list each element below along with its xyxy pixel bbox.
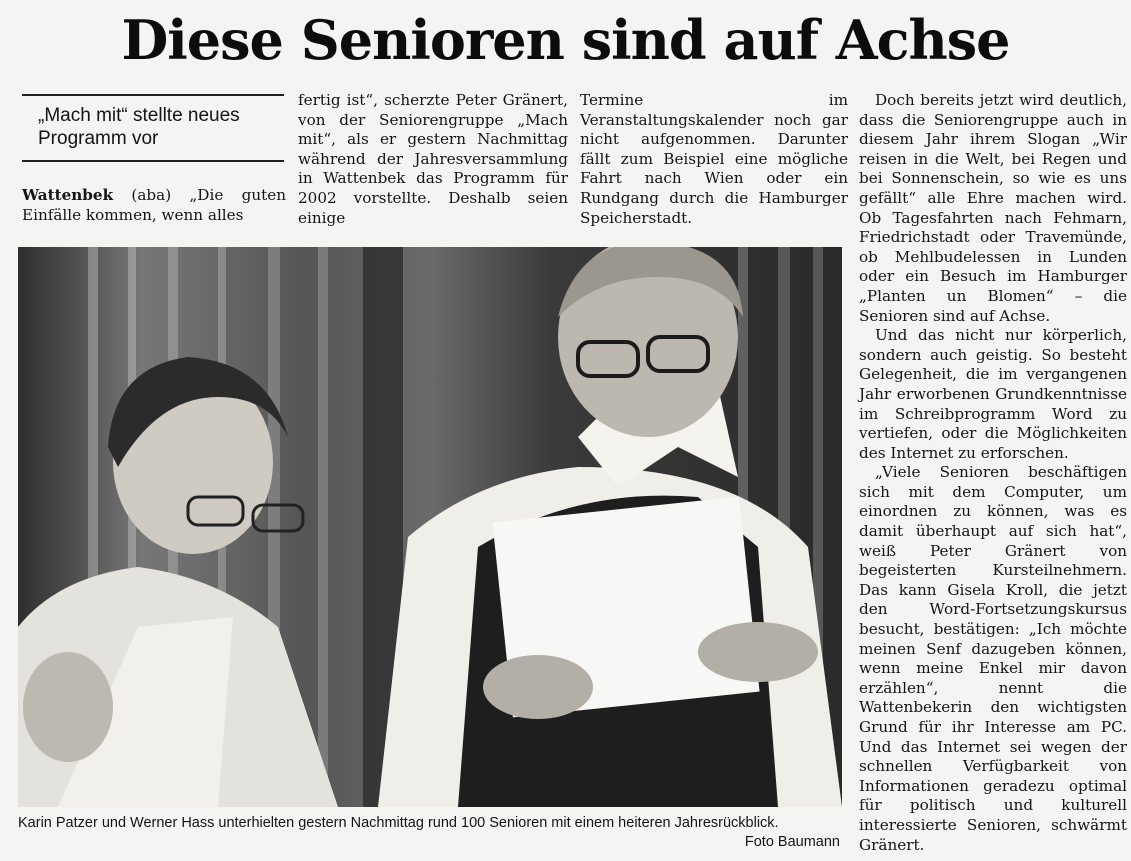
column-4-paragraph-1: Doch bereits jetzt wird deutlich, dass die Seniorengruppe auch in diesem Jahr ihrem Slogan „Wir reisen in die Welt, bei Regen und bei Sonnenschein, so wie es uns gefällt“ alle Ehre machen wird. Ob Tagesfahrten nach Fehmarn, Friedrichstadt oder Travemünde, ob Mehlbudelessen in Lunden oder ein Besuch im Hamburger „Planten un Blomen“ – die Senioren sind auf Achse. (859, 91, 1127, 325)
article-column-4 (859, 91, 1127, 855)
dateline: Wattenbek (22, 186, 114, 204)
news-photo (18, 247, 842, 807)
deck: „Mach mit“ stellte neues Programm vor (38, 105, 240, 149)
deck-rule-bottom (22, 160, 284, 162)
column-2-text: fertig ist“, scherzte Peter Gränert, von der Seniorengruppe „Mach mit“, als er gestern Nachmittag während der Jahresversammlung in Wattenbek das Programm für 2002 vorstellte. Deshalb seien einige (298, 91, 568, 227)
article-column-2 (298, 91, 568, 228)
column-4-paragraph-3: „Viele Senioren beschäftigen sich mit dem Computer, um einordnen zu können, was es damit überhaupt auf sich hat“, weiß Peter Gränert von begeisterten Kursteilnehmern. Das kann Gisela Kroll, die jetzt den Word-Fortsetzungskursus besucht, bestätigen: „Ich möchte meinen Senf dazugeben können, wenn meine Enkel mir davon erzählen“, nennt die Wattenbekerin den wichtigsten Grund für ihr Interesse am PC. Und das Internet sei wegen der schnellen Verfügbarkeit von Informationen geradezu optimal für politisch und kulturell interessierte Senioren, schwärmt Gränert. (859, 463, 1127, 854)
article-column-1 (22, 186, 286, 225)
column-4-paragraph-2: Und das nicht nur körperlich, sondern auch geistig. So besteht Gelegenheit, die im vergangenen Jahr erworbenen Grundkenntnisse im Schreibprogramm Word zu vertiefen, oder die Möglichkeiten des Internet zu erforschen. (859, 326, 1127, 462)
photo-caption: Karin Patzer und Werner Hass unterhielten gestern Nachmittag rund 100 Senioren mit einem heiteren Jahresrückblick. (18, 815, 779, 831)
headline: Diese Senioren sind auf Achse (121, 8, 1010, 72)
photo-credit: Foto Baumann (744, 834, 840, 850)
article-column-3 (580, 91, 848, 228)
column-1-text: (aba) „Die guten Einfälle kommen, wenn alles (22, 186, 286, 224)
deck-rule-top (22, 94, 284, 96)
column-3-text: Termine im Veranstaltungskalender noch gar nicht aufgenommen. Darunter fällt zum Beispiel eine mögliche Fahrt nach Wien oder ein Rundgang durch die Hamburger Speicherstadt. (580, 91, 848, 227)
photo-illustration (18, 247, 842, 807)
